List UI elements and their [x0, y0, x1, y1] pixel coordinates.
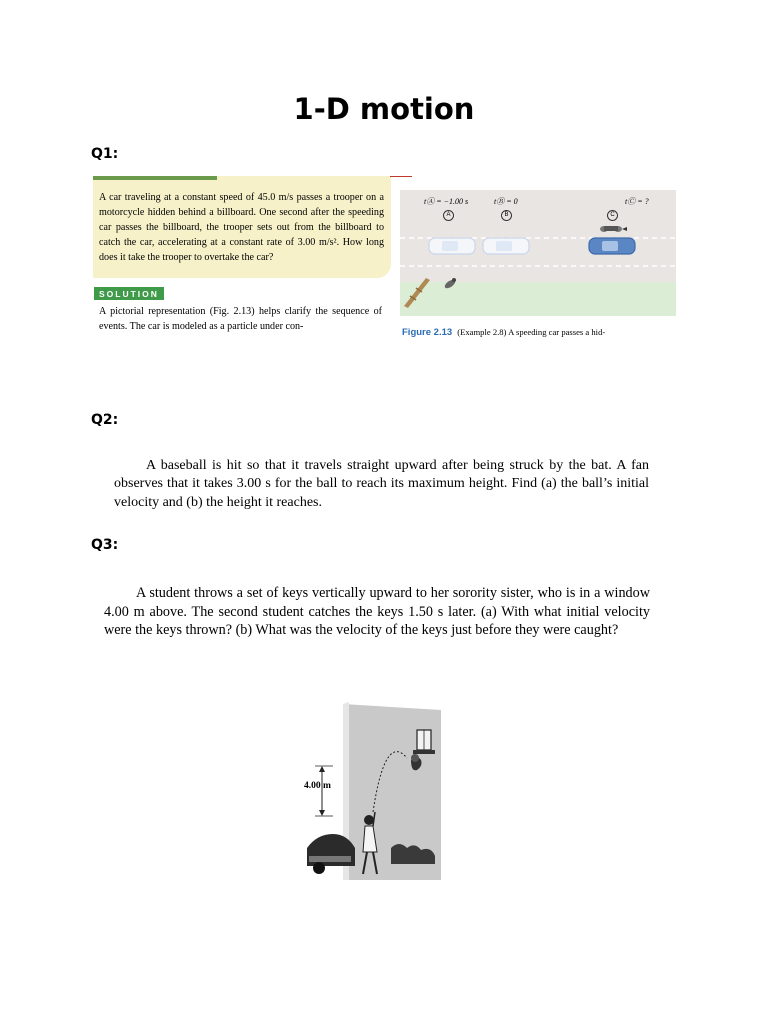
- problem-header-bar: [93, 176, 217, 180]
- figure-top-mark: [390, 176, 412, 177]
- time-label-b: tⒷ = 0: [494, 197, 518, 206]
- car-position-a: [428, 236, 478, 256]
- q1-textbook-excerpt: [93, 176, 391, 338]
- billboard-and-trooper: [400, 270, 470, 314]
- car-position-c: [588, 236, 638, 256]
- point-a-marker: A: [443, 210, 454, 221]
- q2-label: Q2:: [91, 412, 119, 428]
- car-position-b: [482, 236, 532, 256]
- q3-figure-keys-window: [303, 702, 443, 882]
- point-b-marker: B: [501, 210, 512, 221]
- q3-problem-text: A student throws a set of keys vertically upward to her sorority sister, who is in a window 4.00 m above. The second student catches the keys 1.50 s later. (a) With what initial velocity were the keys thrown? (b) What was the velocity of the keys just before they were caught?: [104, 585, 650, 639]
- time-label-a: tⒶ = −1.00 s: [424, 197, 469, 206]
- figure-number: Figure 2.13: [402, 327, 453, 338]
- q1-problem-box: [93, 176, 391, 278]
- time-label-c: tⒸ = ?: [625, 197, 649, 206]
- figure-caption-text: (Example 2.8) A speeding car passes a hid-: [457, 327, 606, 337]
- q1-label: Q1:: [91, 146, 119, 162]
- q1-solution-text: A pictorial representation (Fig. 2.13) helps clarify the sequence of events. The car is modeled as a particle under con-: [99, 306, 382, 332]
- page-title: 1-D motion: [293, 92, 475, 126]
- q2-problem-text: A baseball is hit so that it travels straight upward after being struck by the bat. A fan observes that it takes 3.00 s for the ball to reach its maximum height. Find (a) the ball’s initial velocity and (b) the height it reaches.: [114, 458, 649, 510]
- figure-caption: [402, 320, 605, 339]
- q3-label: Q3:: [91, 537, 119, 553]
- point-c-marker: C: [607, 210, 618, 221]
- keys-illustration: [303, 702, 443, 882]
- height-label: 4.00 m: [304, 781, 331, 791]
- q1-figure-speeding-car: [400, 176, 676, 338]
- motorcycle-c: [598, 222, 628, 234]
- solution-label: SOLUTION: [94, 287, 164, 300]
- q1-problem-text: A car traveling at a constant speed of 45.0 m/s passes a trooper on a motorcycle hidden behind a billboard. One second after the speeding car passes the billboard, the trooper sets out from the billboard to catch the car, accelerating at a constant rate of 3.00 m/s². How long does it take the trooper to overtake the car?: [99, 192, 384, 264]
